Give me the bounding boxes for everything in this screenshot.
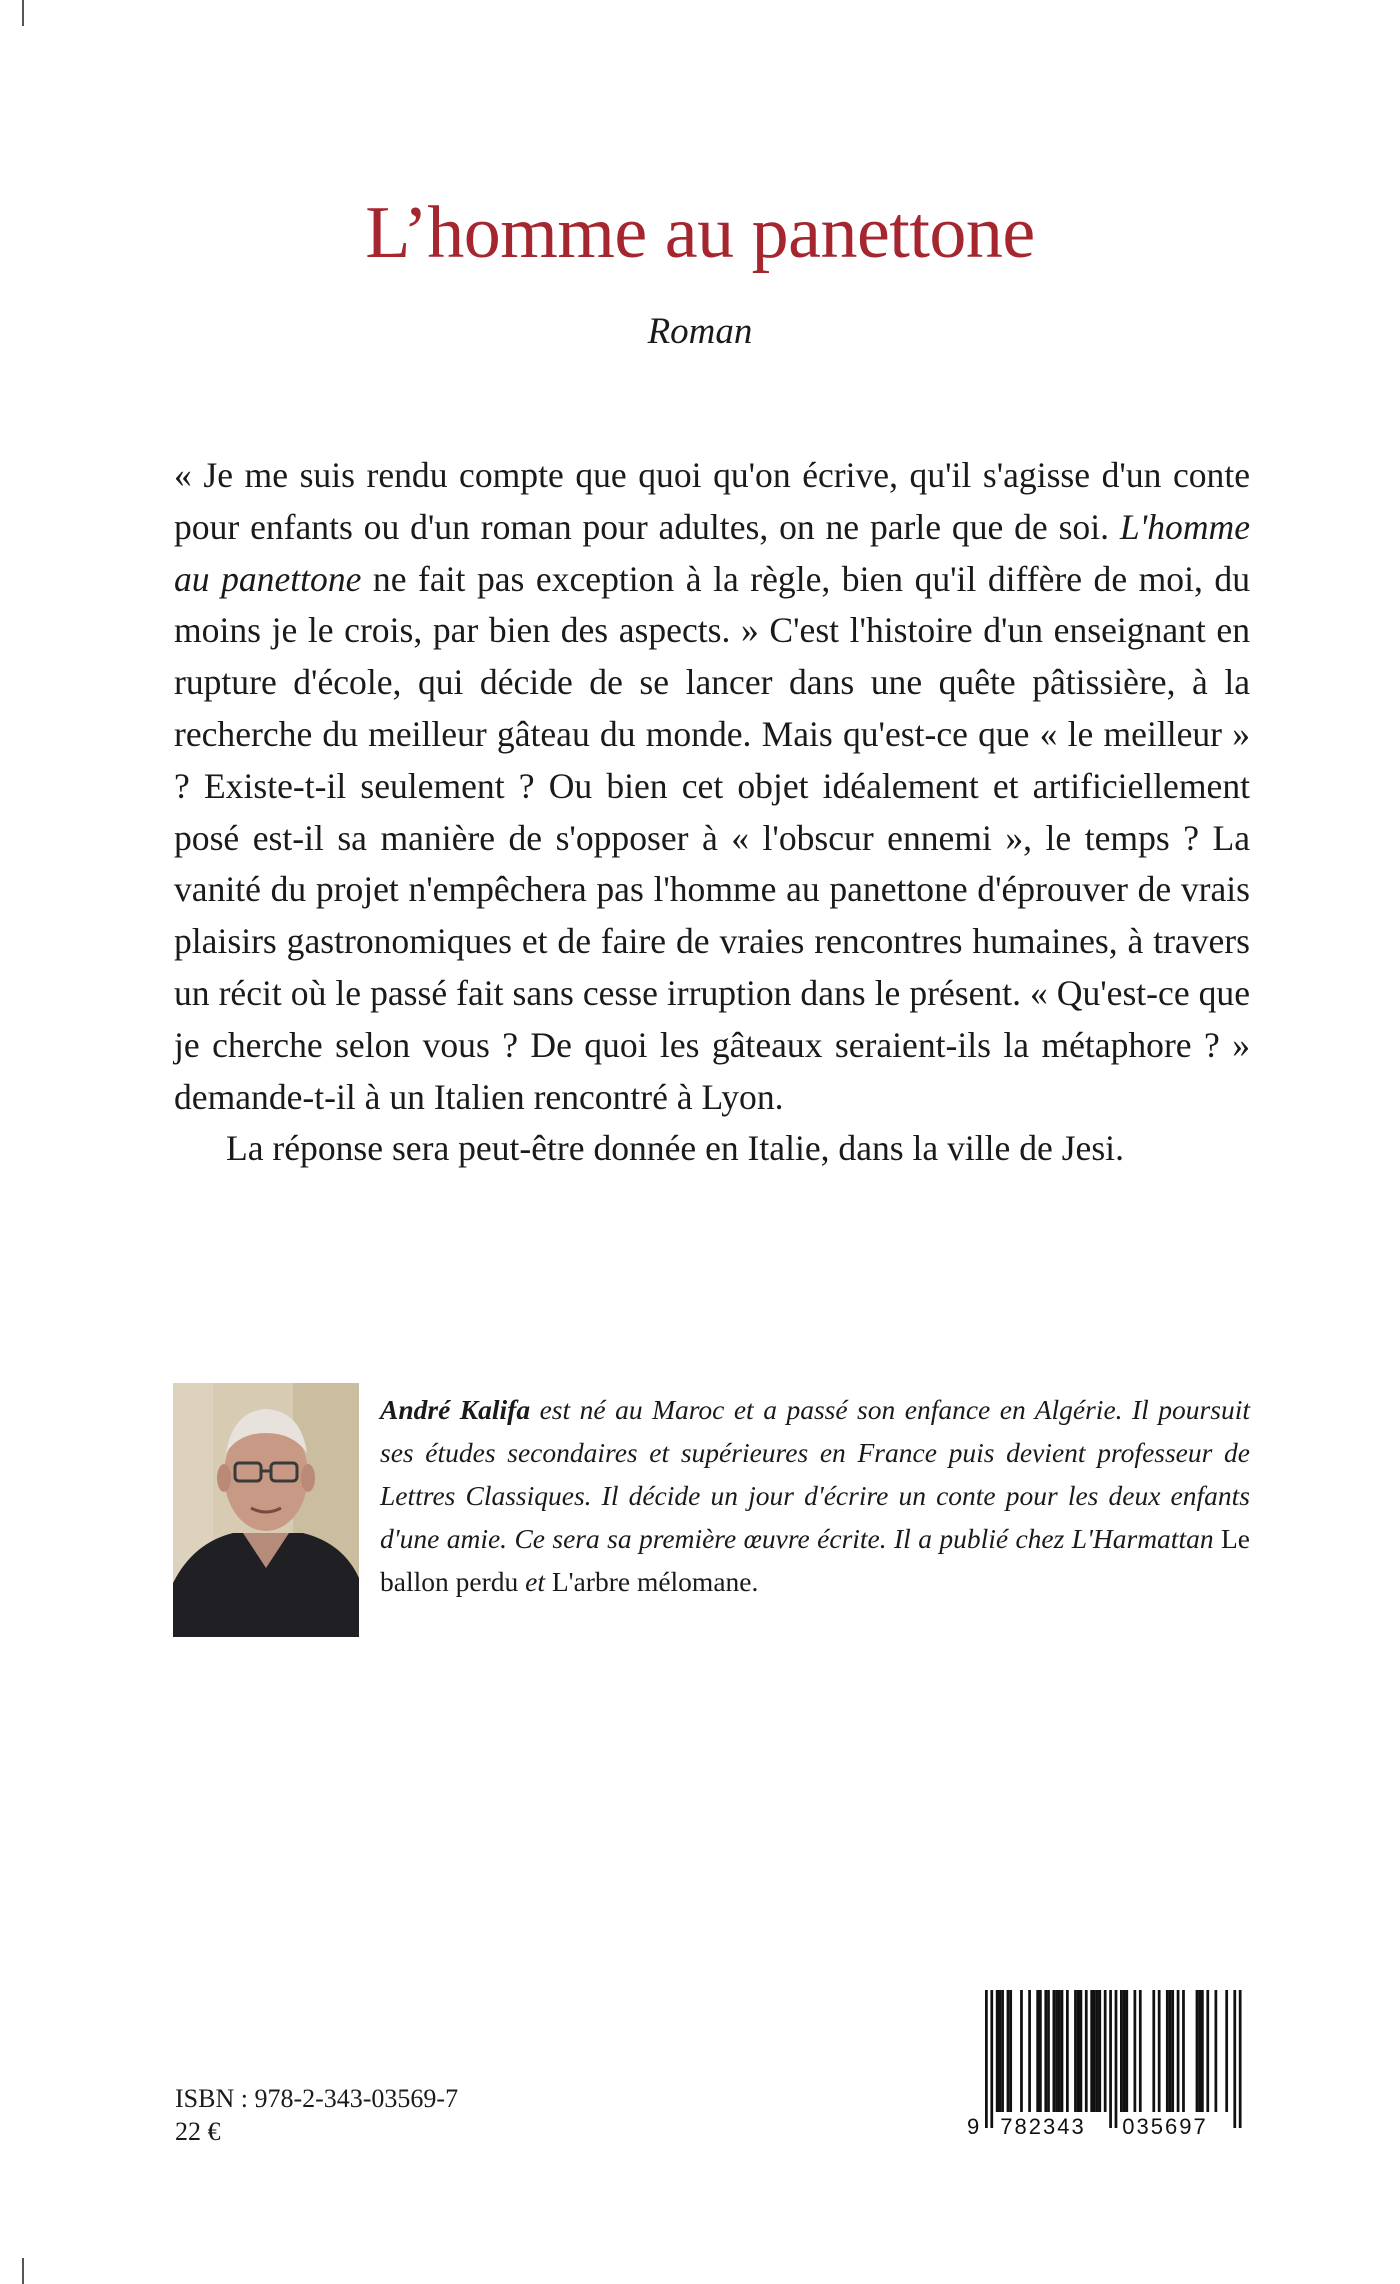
barcode-bar — [1039, 1990, 1042, 2112]
back-cover-blurb — [174, 450, 1250, 1175]
barcode-bar — [1090, 1990, 1093, 2112]
barcode-bar — [1233, 1990, 1236, 2128]
barcode-bar — [1201, 1990, 1204, 2112]
bio-book-2: L'arbre mélomane. — [551, 1566, 759, 1597]
barcode-bar — [1028, 1990, 1031, 2112]
bio-book-1: Le ballon perdu — [380, 1523, 1250, 1597]
barcode-bar — [1053, 1990, 1056, 2112]
barcode-bar — [1077, 1990, 1080, 2112]
barcode-bar — [1104, 1990, 1107, 2112]
barcode-bar — [1066, 1990, 1069, 2112]
barcode-digits-left: 782343 — [1000, 2114, 1086, 2139]
crop-mark-top-left — [22, 0, 24, 26]
barcode-bar — [996, 1990, 999, 2112]
barcode-icon — [965, 1990, 1249, 2140]
barcode-bar — [1096, 1990, 1099, 2112]
book-genre: Roman — [647, 311, 753, 352]
barcode-bar — [1177, 1990, 1180, 2112]
barcode-bar — [1009, 1990, 1012, 2112]
barcode-bar — [1166, 1990, 1169, 2112]
barcode-bar — [1225, 1990, 1228, 2112]
barcode-bar — [1134, 1990, 1137, 2112]
barcode-bars — [985, 1990, 1242, 2128]
barcode-bar — [1196, 1990, 1199, 2112]
barcode-bar — [1036, 1990, 1039, 2112]
crop-mark-bottom-left — [22, 2258, 24, 2284]
barcode-bar — [1158, 1990, 1161, 2112]
barcode-digit-first: 9 — [967, 2114, 980, 2139]
barcode-bar — [1109, 1990, 1112, 2128]
barcode-bar — [1061, 1990, 1064, 2112]
barcode-bar — [1080, 1990, 1083, 2112]
blurb-book-title: L'homme au panettone — [174, 506, 1250, 599]
barcode-bar — [1139, 1990, 1142, 2112]
author-name: André Kalifa — [380, 1394, 531, 1425]
blurb-intro: « Je me suis rendu compte que quoi qu'on écrive, qu'il s'agisse d'un conte pour enfants ou d'un roman pour adultes, on ne parle que de soi. — [174, 455, 1250, 547]
barcode-bar — [1215, 1990, 1218, 2112]
book-title: L’homme au panettone — [365, 192, 1035, 274]
barcode-bar — [1020, 1990, 1023, 2112]
bio-text-2: et — [518, 1566, 552, 1597]
isbn-block — [175, 2082, 458, 2148]
barcode-bar — [1239, 1990, 1242, 2128]
barcode-bar — [1044, 1990, 1047, 2112]
barcode-bar — [1074, 1990, 1077, 2112]
barcode-bar — [1182, 1990, 1185, 2112]
barcode-bar — [1047, 1990, 1050, 2112]
barcode-bar — [1058, 1990, 1061, 2112]
barcode-bar — [1120, 1990, 1123, 2112]
barcode-bar — [1171, 1990, 1174, 2112]
barcode-bar — [1152, 1990, 1155, 2112]
barcode-bar — [1169, 1990, 1172, 2112]
barcode-bar — [985, 1990, 988, 2128]
blurb-paragraph-2: La réponse sera peut-être donnée en Italie, dans la ville de Jesi. — [226, 1128, 1124, 1169]
barcode-bar — [1198, 1990, 1201, 2112]
barcode-bar — [1007, 1990, 1010, 2112]
isbn-number: ISBN : 978-2-343-03569-7 — [175, 2084, 459, 2113]
price: 22 € — [175, 2117, 221, 2146]
blurb-body: ne fait pas exception à la règle, bien qu'il diffère de moi, du moins je le crois, par bien des aspects. » C'est l'histoire d'un enseignant en rupture d'école, qui décide de se lancer dans une quête pâtissière, à la recherche du meilleur gâteau du monde. Mais qu'est-ce que « le meilleur » ? Existe-t-il seulement ? Ou bien cet objet idéalement et artificiellement posé est-il sa manière de s'opposer à « l'obscur ennemi », le temps ? La vanité du projet n'empêchera pas l'homme au panettone d'éprouver de vrais plaisirs gastronomiques et de faire de vraies rencontres humaines, à travers un récit où le passé fait sans cesse irruption dans le présent. « Qu'est-ce que je cherche selon vous ? De quoi les gâteaux seraient-ils la métaphore ? » demande-t-il à un Italien rencontré à Lyon. — [174, 558, 1250, 1117]
barcode-bar — [1123, 1990, 1126, 2112]
barcode-bar — [1115, 1990, 1118, 2128]
author-photo — [173, 1383, 359, 1637]
barcode-digits-right: 035697 — [1122, 2114, 1208, 2139]
barcode-bar — [990, 1990, 993, 2128]
author-biography — [380, 1388, 1250, 1603]
barcode-bar — [999, 1990, 1002, 2112]
barcode-bar — [1001, 1990, 1004, 2112]
barcode-bar — [1206, 1990, 1209, 2112]
barcode-bar — [1055, 1990, 1058, 2112]
barcode-bar — [1125, 1990, 1128, 2112]
blurb-paragraph-1 — [174, 450, 1250, 1123]
barcode-bar — [1098, 1990, 1101, 2112]
barcode-bar — [1085, 1990, 1088, 2112]
bio-text-1: est né au Maroc et a passé son enfance en Algérie. Il poursuit ses études secondaires et supérieures en France puis devient professeur de Lettres Classiques. Il décide un jour d'écrire un conte pour les deux enfants d'une amie. Ce sera sa première œuvre écrite. Il a publié chez L'Harmattan — [380, 1394, 1250, 1554]
barcode-bar — [1093, 1990, 1096, 2112]
